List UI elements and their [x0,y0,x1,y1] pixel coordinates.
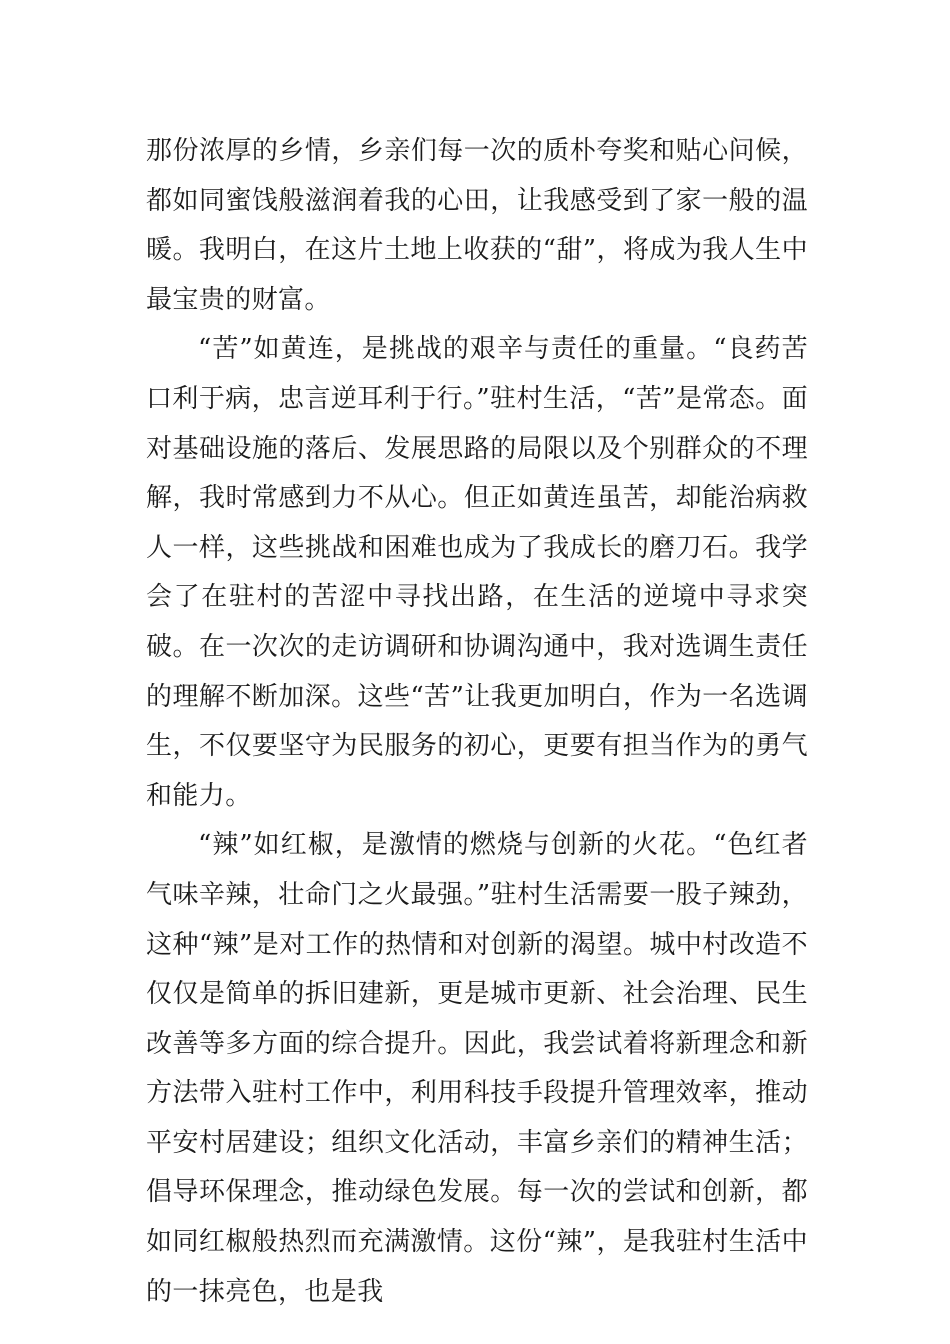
document-body [146,127,808,1317]
paragraph-sweet-continuation: 那份浓厚的乡情，乡亲们每一次的质朴夸奖和贴心问候，都如同蜜饯般滋润着我的心田，让我感受到了家一般的温暖。我明白，在这片土地上收获的“甜”，将成为我人生中最宝贵的财富。 [146,136,808,315]
paragraph-spicy: “辣”如红椒，是激情的燃烧与创新的火花。“色红者气味辛辣，壮命门之火最强。”驻村生活需要一股子辣劲，这种“辣”是对工作的热情和对创新的渴望。城中村改造不仅仅是简单的拆旧建新，更是城市更新、社会治理、民生改善等多方面的综合提升。因此，我尝试着将新理念和新方法带入驻村工作中，利用科技手段提升管理效率，推动平安村居建设；组织文化活动，丰富乡亲们的精神生活；倡导环保理念，推动绿色发展。每一次的尝试和创新，都如同红椒般热烈而充满激情。这份“辣”，是我驻村生活中的一抹亮色，也是我 [146,830,808,1307]
paragraph-bitter: “苦”如黄连，是挑战的艰辛与责任的重量。“良药苦口利于病，忠言逆耳利于行。”驻村生活，“苦”是常态。面对基础设施的落后、发展思路的局限以及个别群众的不理解，我时常感到力不从心。但正如黄连虽苦，却能治病救人一样，这些挑战和困难也成为了我成长的磨刀石。我学会了在驻村的苦涩中寻找出路，在生活的逆境中寻求突破。在一次次的走访调研和协调沟通中，我对选调生责任的理解不断加深。这些“苦”让我更加明白，作为一名选调生，不仅要坚守为民服务的初心，更要有担当作为的勇气和能力。 [146,334,808,811]
